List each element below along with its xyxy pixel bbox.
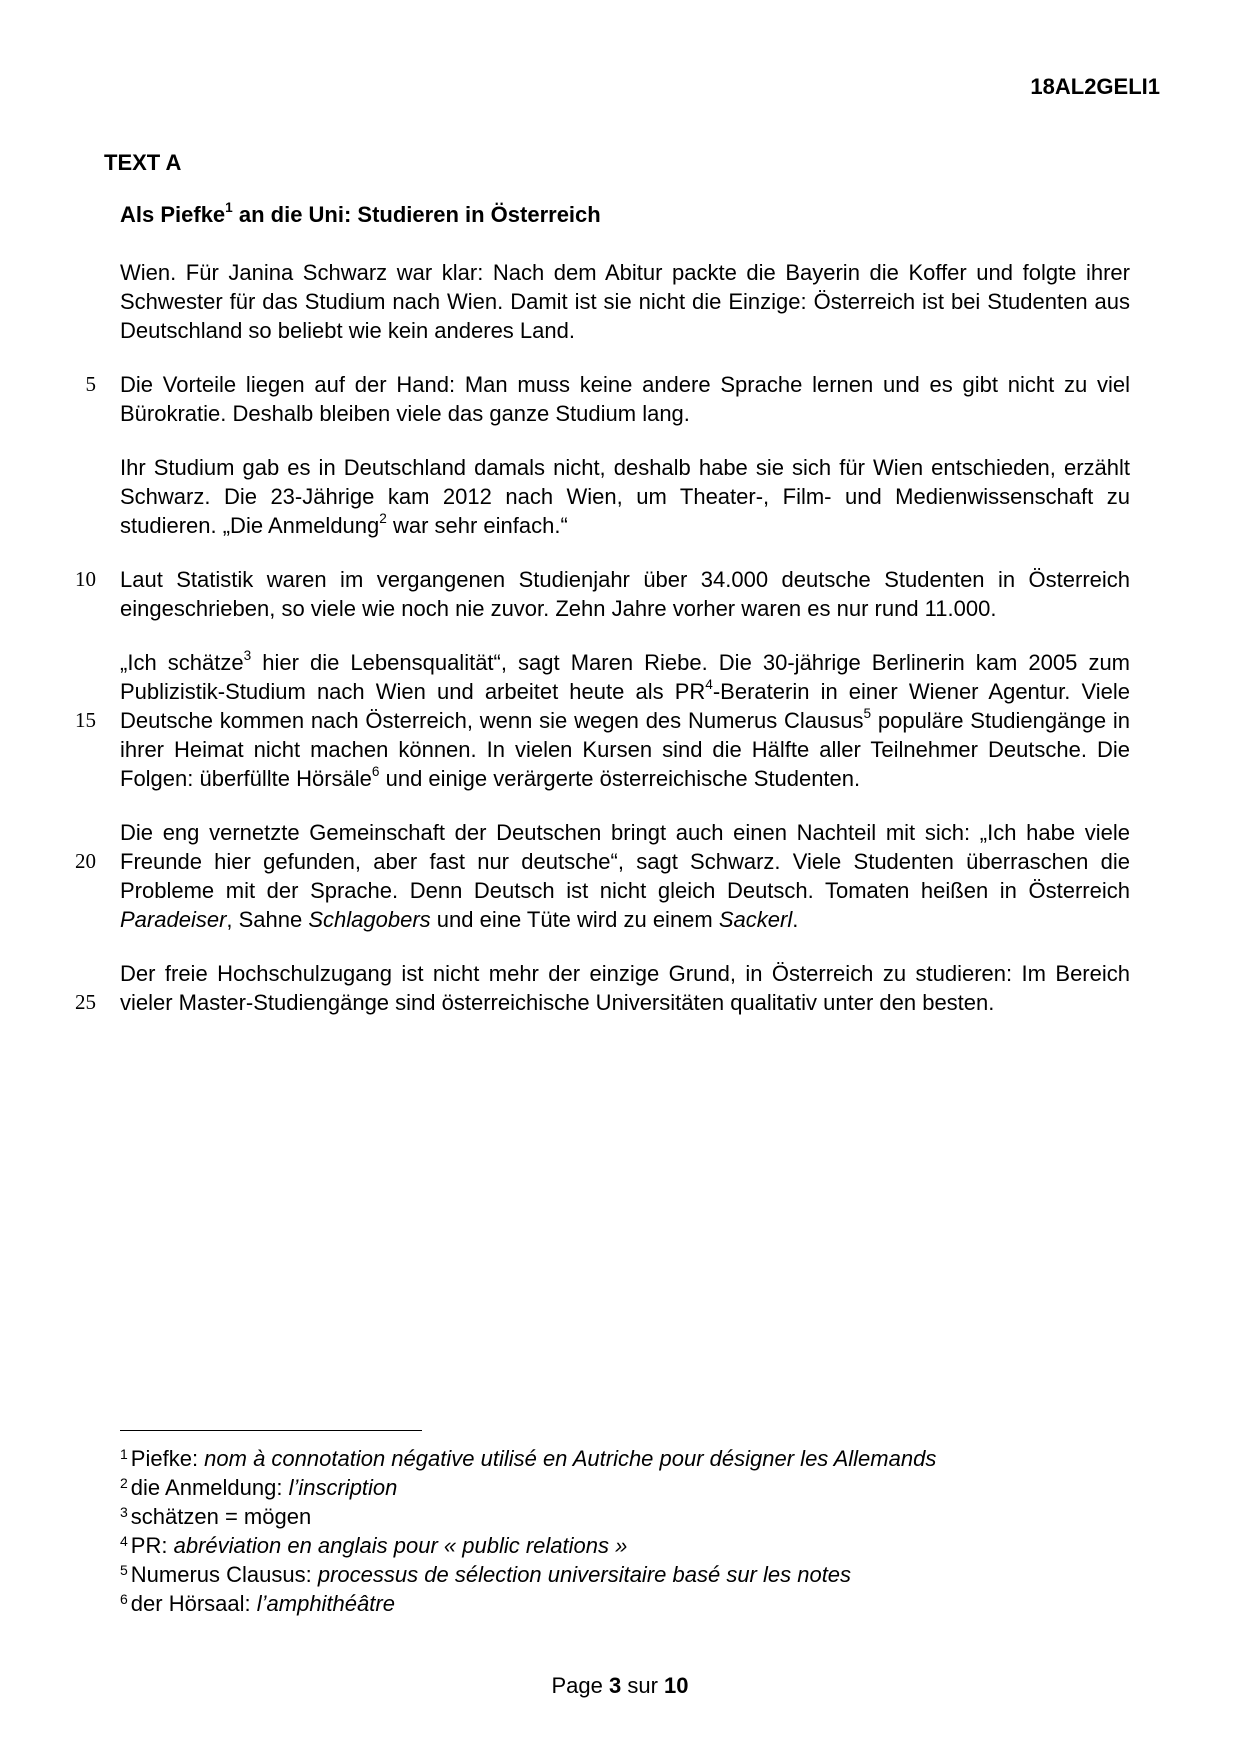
- footnote-number: 6: [120, 1591, 128, 1607]
- footnote-ref-1: 1: [225, 200, 233, 216]
- line-number-5: 5: [85, 372, 96, 396]
- footnote-term: der Hörsaal:: [130, 1591, 257, 1616]
- footnote-definition: l’amphithéâtre: [256, 1591, 395, 1616]
- line-number-25: 25: [75, 990, 96, 1014]
- text-label: TEXT A: [104, 150, 182, 175]
- paragraph-7: [75, 959, 1130, 1017]
- paragraph-2-text: Die Vorteile liegen auf der Hand: Man muss keine andere Sprache lernen und es gibt nicht zu viel Bürokratie. Deshalb bleiben viele das ganze Studium lang.: [120, 372, 1130, 426]
- title-start: Als Piefke: [120, 202, 226, 227]
- footnote-4: [120, 1531, 1130, 1560]
- footnote-2: [120, 1473, 1130, 1502]
- footnote-ref-3: 3: [243, 648, 252, 664]
- paragraph-5-text-d: populäre Studiengänge in ihrer Heimat nicht machen können. In vielen Kursen sind die Hälfte aller Teilnehmer Deutsche. Die Folgen: überfüllte Hörsäle: [120, 708, 1130, 791]
- footnote-term: schätzen = mögen: [130, 1504, 312, 1529]
- paragraph-6-text-a: Die eng vernetzte Gemeinschaft der Deutschen bringt auch einen Nachteil mit sich: „Ich habe viele Freunde hier gefunden, aber fast nur deutsche“, sagt Schwarz. Viele Studenten überraschen die Probleme mit der Sprache. Denn Deutsch ist nicht gleich Deutsch. Tomaten heißen in Österreich: [120, 820, 1130, 903]
- paragraph-6-text-b: , Sahne: [226, 907, 309, 932]
- footnote-6: [120, 1589, 1130, 1618]
- paragraph-2: [85, 370, 1130, 428]
- footnote-ref-6: 6: [371, 764, 380, 780]
- line-number-15: 15: [75, 708, 96, 732]
- paragraph-5: [75, 648, 1131, 793]
- paragraph-6-text-d: .: [792, 907, 799, 932]
- footnote-5: [120, 1560, 1130, 1589]
- footnote-number: 1: [120, 1446, 128, 1462]
- paragraph-7-text: Der freie Hochschulzugang ist nicht mehr der einzige Grund, in Österreich zu studieren: Im Bereich vieler Master-Studiengänge sind österreichische Universitäten qualitativ unter den besten.: [120, 961, 1130, 1015]
- word-sackerl: Sackerl: [718, 907, 793, 932]
- footnote-1: [120, 1444, 1130, 1473]
- footnotes: [120, 1444, 1130, 1618]
- line-number-10: 10: [75, 567, 96, 591]
- footnote-number: 4: [120, 1533, 128, 1549]
- footnote-definition: abréviation en anglais pour « public relations »: [173, 1533, 628, 1558]
- article-body: [75, 258, 1131, 1042]
- footnote-number: 2: [120, 1475, 128, 1491]
- footnote-definition: processus de sélection universitaire basé sur les notes: [317, 1562, 852, 1587]
- paragraph-5-text-e: und einige verärgerte österreichische Studenten.: [379, 766, 861, 791]
- current-page: 3: [608, 1673, 622, 1698]
- footnote-definition: l’inscription: [288, 1475, 398, 1500]
- paragraph-4: [75, 565, 1130, 623]
- paragraph-3: [120, 453, 1130, 540]
- page-middle: sur: [621, 1673, 665, 1698]
- footnote-definition: nom à connotation négative utilisé en Autriche pour désigner les Allemands: [204, 1446, 937, 1471]
- footnote-ref-2: 2: [379, 511, 387, 527]
- footnote-number: 5: [120, 1562, 128, 1578]
- paragraph-1: Wien. Für Janina Schwarz war klar: Nach dem Abitur packte die Bayerin die Koffer und folgte ihrer Schwester für das Studium nach Wien. Damit ist sie nicht die Einzige: Österreich ist bei Studenten aus Deutschland so beliebt wie kein anderes Land.: [120, 260, 1130, 343]
- total-pages: 10: [664, 1673, 689, 1698]
- document-code: 18AL2GELI1: [1030, 74, 1160, 99]
- footnote-3: [120, 1502, 1130, 1531]
- article-title: [120, 202, 601, 228]
- paragraph-6-text-c: und eine Tüte wird zu einem: [430, 907, 719, 932]
- footnote-ref-5: 5: [863, 706, 872, 722]
- footnote-divider: [120, 1430, 422, 1431]
- page-prefix: Page: [551, 1673, 609, 1698]
- footnote-term: PR:: [130, 1533, 174, 1558]
- paragraph-4-text: Laut Statistik waren im vergangenen Studienjahr über 34.000 deutsche Studenten in Österreich eingeschrieben, so viele wie noch nie zuvor. Zehn Jahre vorher waren es nur rund 11.000.: [120, 567, 1130, 621]
- footnote-term: die Anmeldung:: [130, 1475, 289, 1500]
- word-paradeiser: Paradeiser: [120, 907, 227, 932]
- paragraph-5-text-b: hier die Lebensqualität“, sagt Maren Riebe. Die 30-jährige Berlinerin kam 2005 zum Publizistik-Studium nach Wien und arbeitet heute als PR: [120, 650, 1131, 704]
- paragraph-5-text-c: -Beraterin in einer Wiener Agentur. Viele Deutsche kommen nach Österreich, wenn sie wegen des Numerus Clausus: [120, 679, 1130, 733]
- footnote-number: 3: [120, 1504, 128, 1520]
- paragraph-3-text-a: Ihr Studium gab es in Deutschland damals nicht, deshalb habe sie sich für Wien entschieden, erzählt Schwarz. Die 23-Jährige kam 2012 nach Wien, um Theater-, Film- und Medienwissenschaft zu studieren. „Die Anmeldung: [120, 455, 1130, 538]
- word-schlagobers: Schlagobers: [308, 907, 431, 932]
- paragraph-5-text-a: „Ich schätze: [120, 650, 244, 675]
- footnote-term: Piefke:: [130, 1446, 205, 1471]
- page-number: [0, 1673, 1240, 1699]
- footnote-ref-4: 4: [705, 677, 713, 693]
- line-number-20: 20: [75, 849, 96, 873]
- title-rest: an die Uni: Studieren in Österreich: [232, 202, 601, 227]
- footnote-term: Numerus Clausus:: [130, 1562, 318, 1587]
- paragraph-3-text-b: war sehr einfach.“: [386, 513, 568, 538]
- paragraph-6: [75, 818, 1130, 934]
